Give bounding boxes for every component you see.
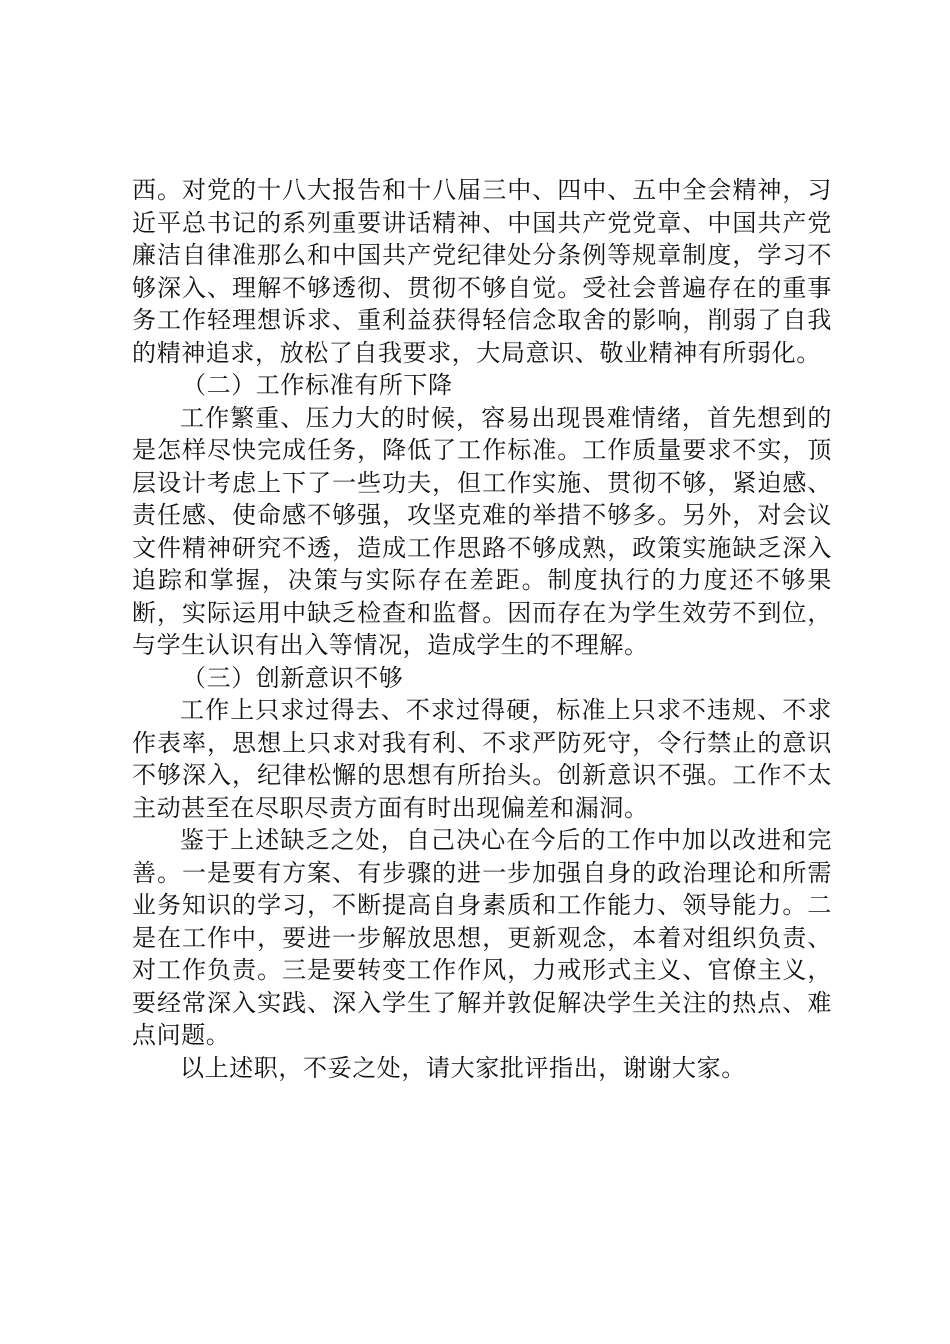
paragraph-work-standards: 工作繁重、压力大的时候，容易出现畏难情绪，首先想到的是怎样尽快完成任务，降低了工作标准。工作质量要求不实，顶层设计考虑上下了一些功夫，但工作实施、贯彻不够，紧迫感、责任感、使命感不够强，攻坚克难的举措不够多。另外，对会议文件精神研究不透，造成工作思路不够成熟，政策实施缺乏深入追踪和掌握，决策与实际存在差距。制度执行的力度还不够果断，实际运用中缺乏检查和监督。因而存在为学生效劳不到位，与学生认识有出入等情况，造成学生的不理解。 bbox=[132, 403, 832, 659]
document-body bbox=[132, 174, 832, 1084]
paragraph-innovation: 工作上只求过得去、不求过得硬，标准上只求不违规、不求作表率，思想上只求对我有利、不求严防死守，令行禁止的意识不够深入，纪律松懈的思想有所抬头。创新意识不强。工作不太主动甚至在尽职尽责方面有时出现偏差和漏洞。 bbox=[132, 696, 832, 822]
section-heading-3: （三）创新意识不够 bbox=[182, 663, 404, 692]
paragraph-closing: 以上述职，不妥之处，请大家批评指出，谢谢大家。 bbox=[180, 1053, 746, 1082]
section-heading-2: （二）工作标准有所下降 bbox=[182, 371, 453, 399]
paragraph-continuation: 西。对党的十八大报告和十八届三中、四中、五中全会精神，习近平总书记的系列重要讲话精神、中国共产党党章、中国共产党廉洁自律准那么和中国共产党纪律处分条例等规章制度，学习不够深入、理解不够透彻、贯彻不够自觉。受社会普遍存在的重事务工作轻理想诉求、重利益获得轻信念取舍的影响，削弱了自我的精神追求，放松了自我要求，大局意识、敬业精神有所弱化。 bbox=[132, 176, 832, 367]
paragraph-improvements: 鉴于上述缺乏之处，自己决心在今后的工作中加以改进和完善。一是要有方案、有步骤的进一步加强自身的政治理论和所需业务知识的学习，不断提高自身素质和工作能力、领导能力。二是在工作中，要进一步解放思想，更新观念，本着对组织负责、对工作负责。三是要转变工作作风，力戒形式主义、官僚主义，要经常深入实践、深入学生了解并敦促解决学生关注的热点、难点问题。 bbox=[132, 826, 832, 1049]
